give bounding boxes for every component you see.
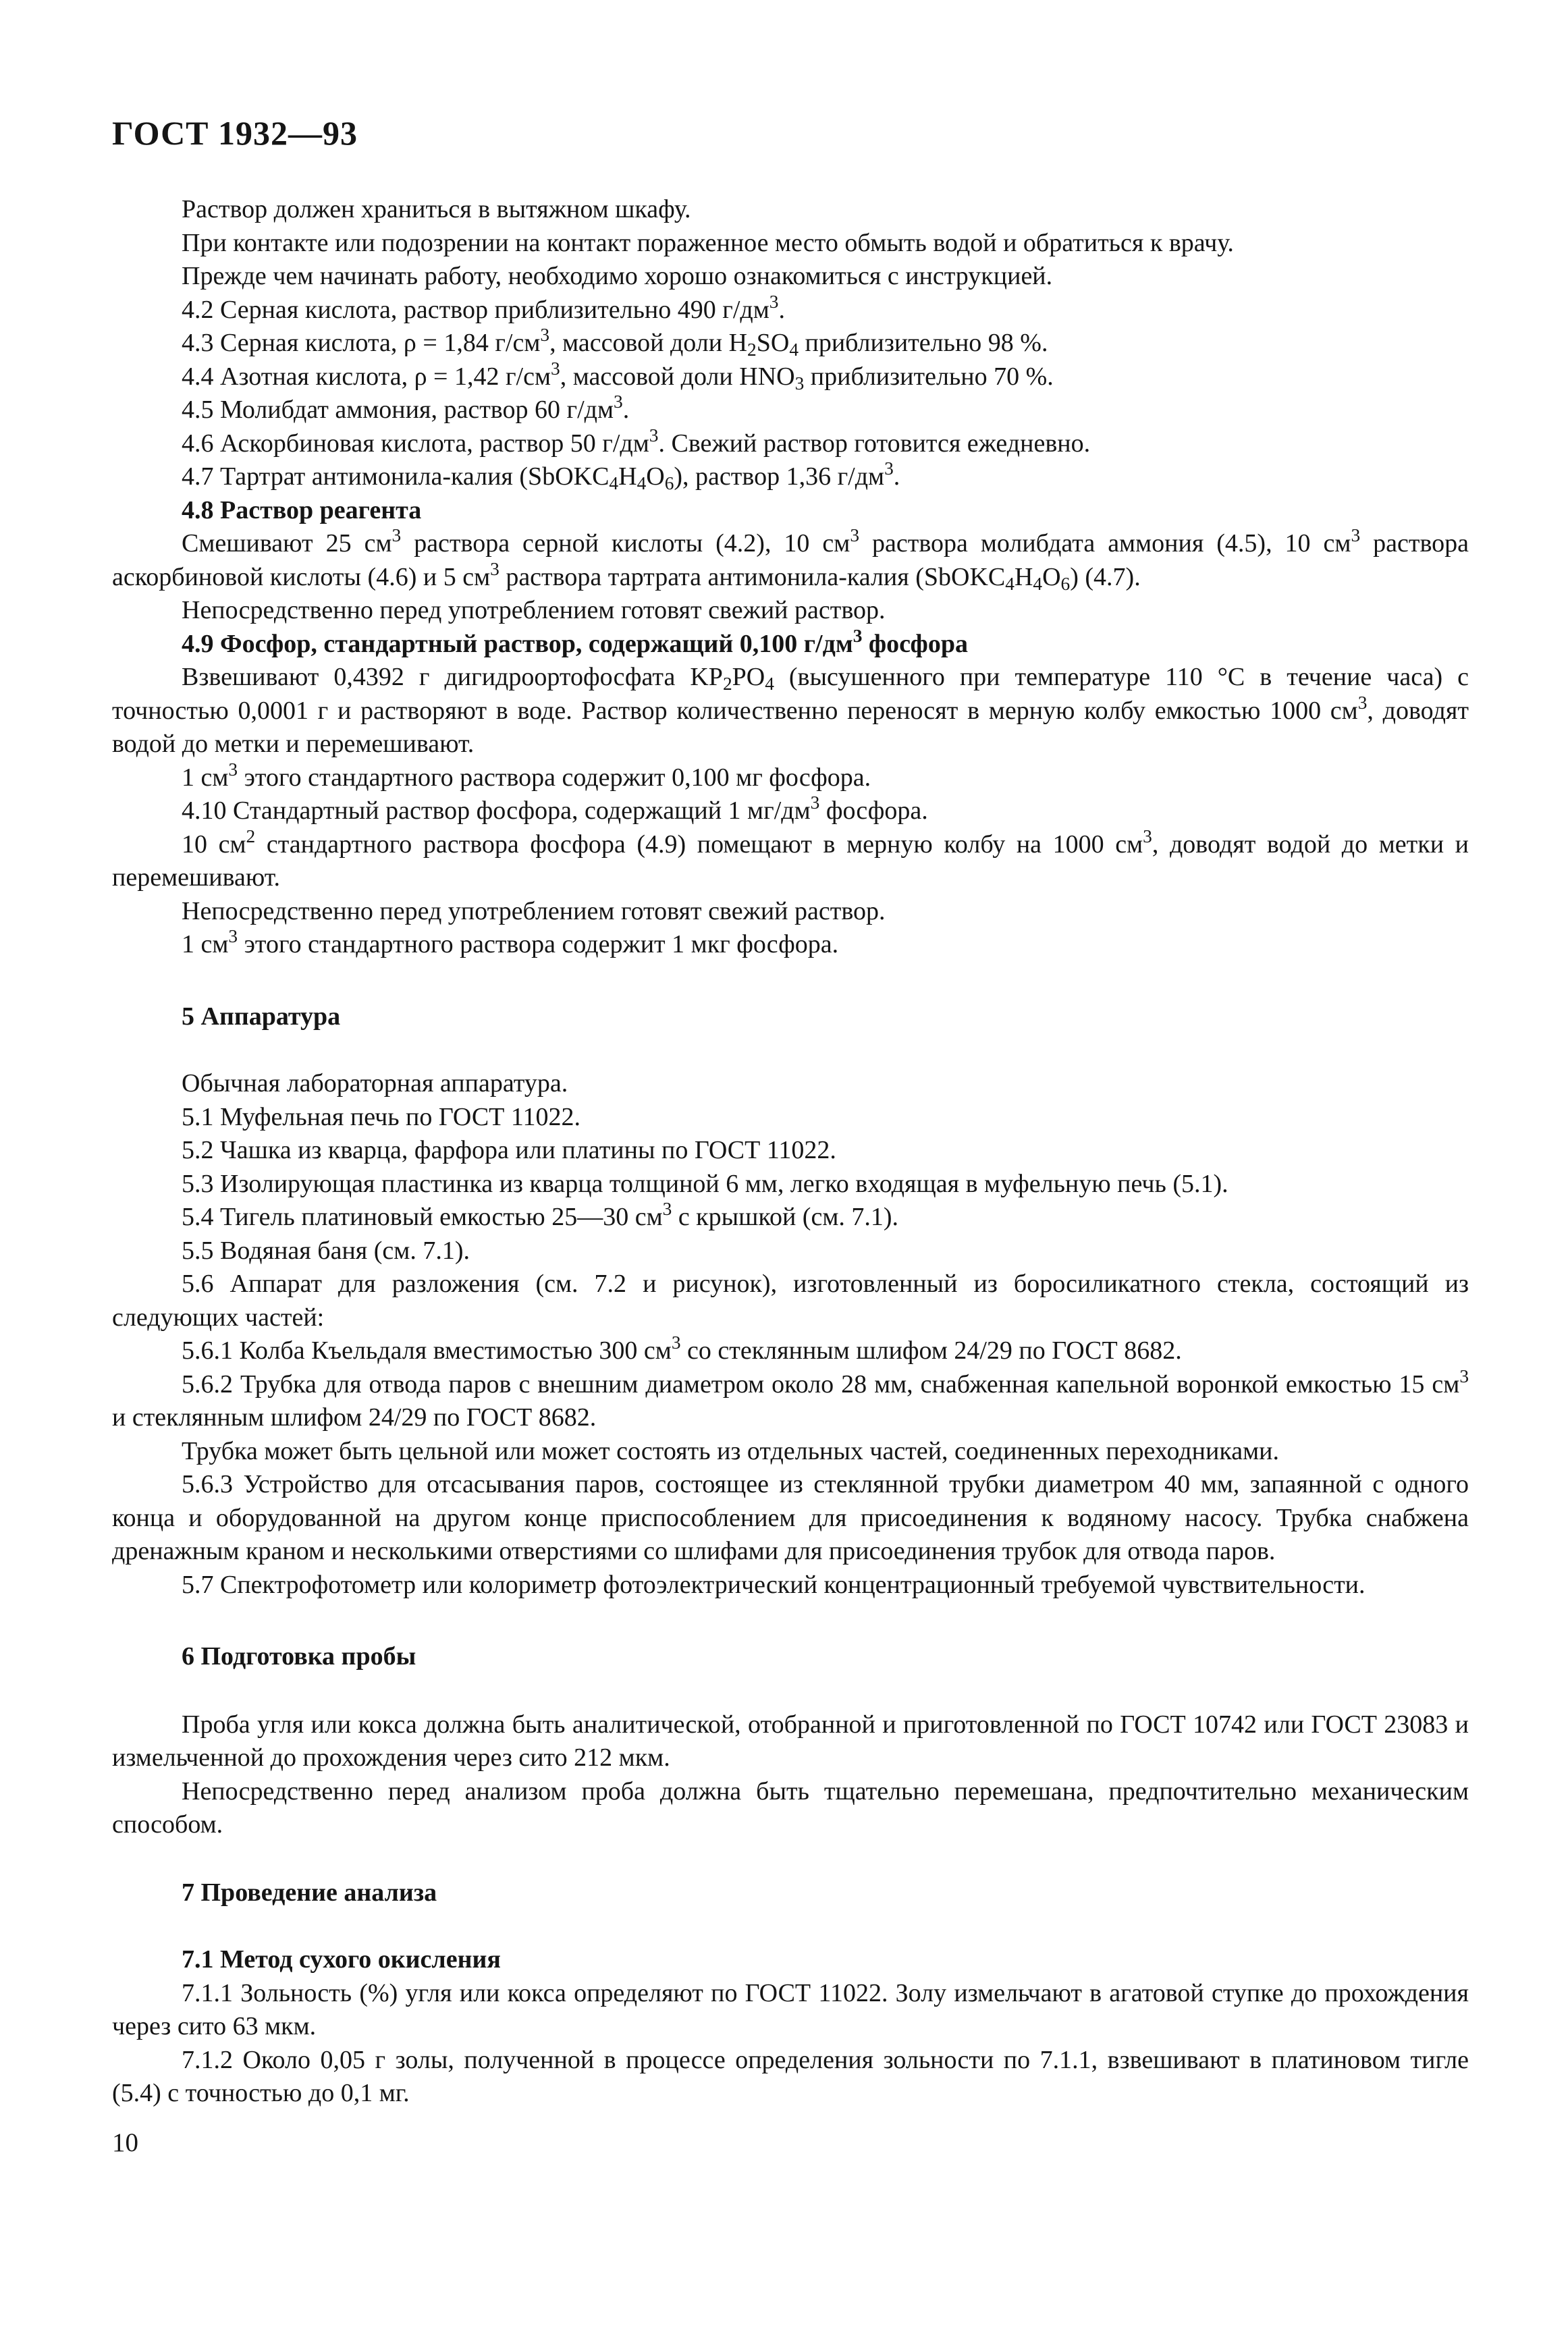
clause-5-6: 5.6 Аппарат для разложения (см. 7.2 и рисунок), изготовленный из боросиликатного стекла, состоящий из следующих частей: (112, 1270, 1469, 1332)
paragraph: Проба угля или кокса должна быть аналитической, отобранной и приготовленной по ГОСТ 10742 или ГОСТ 23083 и измельченной до прохождения через сито 212 мкм. (112, 1710, 1469, 1772)
subheading-4-8: 4.8 Раствор реагента (182, 495, 422, 524)
clause-5-7: 5.7 Спектрофотометр или колориметр фотоэлектрический концентрационный требуемой чувствительности. (182, 1570, 1366, 1599)
clause-5-1: 5.1 Муфельная печь по ГОСТ 11022. (182, 1102, 580, 1131)
paragraph: Прежде чем начинать работу, необходимо хорошо ознакомиться с инструкцией. (182, 262, 1053, 290)
clause-5-6-1: 5.6.1 Колба Къельдаля вместимостью 300 $см^3$ со стеклянным шлифом 24/29 по ГОСТ 8682. (182, 1332, 1182, 1365)
clause-5-5: 5.5 Водяная баня (см. 7.1). (182, 1236, 470, 1265)
section-heading-7: 7 Проведение анализа (182, 1878, 437, 1907)
clause-7-1-2: 7.1.2 Около 0,05 г золы, полученной в процессе определения зольности по 7.1.1, взвешивают в платиновом тигле (5.4) с точностью до 0,1 мг. (112, 2045, 1469, 2107)
clause-5-2: 5.2 Чашка из кварца, фарфора или платины по ГОСТ 11022. (182, 1136, 836, 1164)
page-number: 10 (112, 2128, 138, 2157)
clause-4-3: 4.3 Серная кислота, ρ = 1,84 $г/см^3$, массовой доли $H_2SO_4$ приблизительно 98 %. (182, 324, 1048, 360)
clause-7-1-1: 7.1.1 Зольность (%) угля или кокса определяют по ГОСТ 11022. Золу измельчают в агатовой ступке до прохождения через сито 63 мкм. (112, 1978, 1469, 2040)
paragraph: Смешивают 25 $см^3$ раствора серной кислоты (4.2), 10 $см^3$ раствора молибдата аммония (4.5), 10 $см^3$ раствора аскорбиновой кислоты (4.6) и 5 $см^3$ раствора тартрата антимонила-калия $(SbOKC_4H_4O_6)$ (4.7). (112, 524, 1469, 594)
clause-4-7: 4.7 Тартрат антимонила-калия $(SbOKC_4H_4O_6)$, раствор 1,36 $г/дм^3$. (182, 458, 900, 493)
paragraph: Трубка может быть цельной или может состоять из отдельных частей, соединенных переходниками. (182, 1436, 1279, 1465)
clause-4-6: 4.6 Аскорбиновая кислота, раствор 50 $г/дм^3$. Свежий раствор готовится ежедневно. (182, 425, 1091, 458)
clause-4-4: 4.4 Азотная кислота, ρ = 1,42 $г/см^3$, массовой доли $HNO_3$ приблизительно 70 %. (182, 358, 1054, 394)
paragraph: Непосредственно перед употреблением готовят свежий раствор. (182, 596, 886, 624)
paragraph: 1 $см^3$ этого стандартного раствора содержит 0,100 мг фосфора. (182, 759, 871, 792)
clause-4-2: 4.2 Серная кислота, раствор приблизительно 490 $г/дм^3$. (182, 291, 785, 324)
section-heading-5: 5 Аппаратура (182, 1002, 341, 1031)
paragraph: Раствор должен храниться в вытяжном шкафу. (182, 195, 691, 223)
clause-5-6-3: 5.6.3 Устройство для отсасывания паров, состоящее из стеклянной трубки диаметром 40 мм, запаянной с одного конца и оборудованной на другом конце приспособлением для присоединения к водяному насосу. Трубка снабжена дренажным краном и несколькими отверстиями со шлифами для присоединения трубок для отвода паров. (112, 1470, 1469, 1565)
paragraph: Непосредственно перед анализом проба должна быть тщательно перемешана, предпочтительно механическим способом. (112, 1777, 1469, 1839)
subheading-7-1: 7.1 Метод сухого окисления (182, 1945, 501, 1974)
clause-5-4: 5.4 Тигель платиновый емкостью 25—30 $см^3$ с крышкой (см. 7.1). (182, 1198, 899, 1231)
paragraph: Непосредственно перед употреблением готовят свежий раствор. (182, 896, 886, 925)
clause-5-3: 5.3 Изолирующая пластинка из кварца толщиной 6 мм, легко входящая в муфельную печь (5.1). (182, 1169, 1228, 1198)
clause-4-5: 4.5 Молибдат аммония, раствор 60 $г/дм^3$. (182, 391, 630, 424)
paragraph: Взвешивают 0,4392 г дигидроортофосфата $KP_2PO_4$ (высушенного при температуре 110 °С в течение часа) с точностью 0,0001 г и растворяют в воде. Раствор количественно переносят в мерную колбу емкостью 1000 $см^3$, доводят водой до метки и перемешивают. (112, 663, 1469, 758)
page-header-doc-code: ГОСТ 1932—93 (112, 114, 358, 152)
paragraph: Обычная лабораторная аппаратура. (182, 1069, 568, 1097)
clause-5-6-2: 5.6.2 Трубка для отвода паров с внешним диаметром около 28 мм, снабженная капельной воронкой емкостью 15 $см^3$ и стеклянным шлифом 24/29 по ГОСТ 8682. (112, 1365, 1469, 1432)
paragraph: При контакте или подозрении на контакт пораженное место обмыть водой и обратиться к врачу. (182, 228, 1234, 257)
document-body (112, 193, 1469, 2111)
clause-4-10: 4.10 Стандартный раствор фосфора, содержащий 1 $мг/дм^3$ фосфора. (182, 792, 928, 825)
paragraph: 10 $см^2$ стандартного раствора фосфора (4.9) помещают в мерную колбу на 1000 $см^3$, доводят водой до метки и перемешивают. (112, 825, 1469, 892)
paragraph: 1 $см^3$ этого стандартного раствора содержит 1 мкг фосфора. (182, 925, 839, 958)
subheading-4-9: 4.9 Фосфор, стандартный раствор, содержащий 0,100 $г/дм^3$ фосфора (182, 625, 968, 658)
section-heading-6: 6 Подготовка пробы (182, 1642, 416, 1671)
